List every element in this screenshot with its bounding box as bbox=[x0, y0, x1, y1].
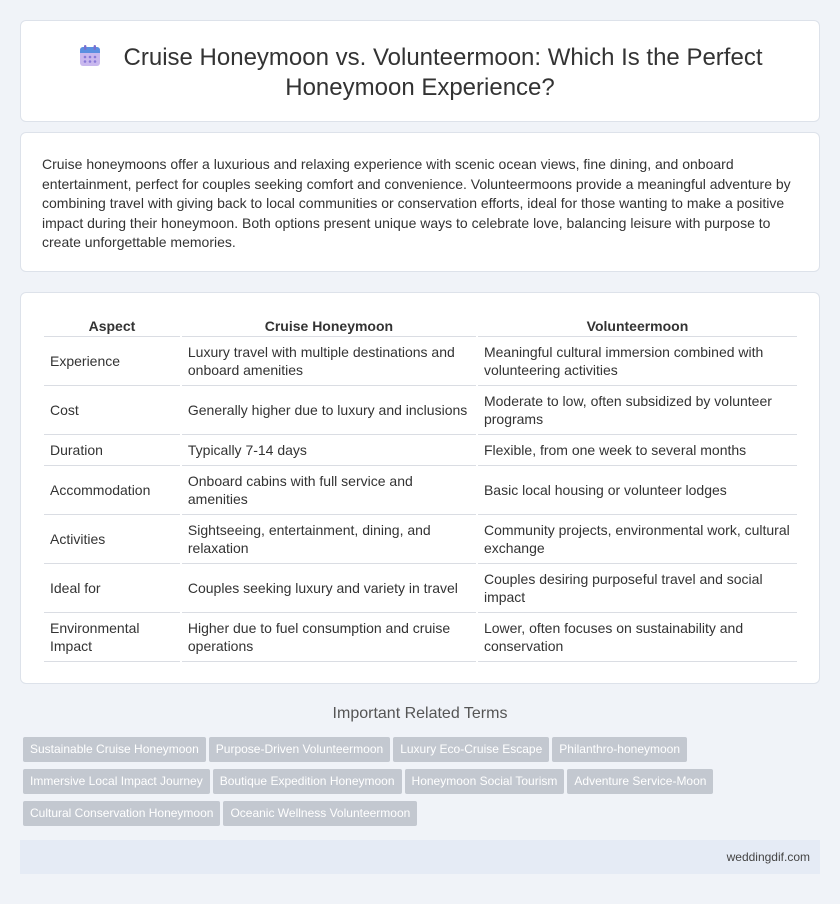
related-term-tag[interactable]: Oceanic Wellness Volunteermoon bbox=[223, 801, 417, 826]
page-title bbox=[21, 43, 819, 103]
row-volunteer: Moderate to low, often subsidized by volunteer programs bbox=[478, 386, 797, 435]
row-cruise: Generally higher due to luxury and inclusions bbox=[182, 386, 476, 435]
row-cruise: Typically 7-14 days bbox=[182, 435, 476, 466]
related-term-tag[interactable]: Luxury Eco-Cruise Escape bbox=[393, 737, 549, 762]
row-aspect: Cost bbox=[44, 386, 180, 435]
row-cruise: Couples seeking luxury and variety in travel bbox=[182, 564, 476, 613]
page-title-text: Cruise Honeymoon vs. Volunteermoon: Which Is the Perfect Honeymoon Experience? bbox=[123, 44, 763, 101]
related-terms-list bbox=[23, 737, 813, 833]
header-cruise-honeymoon: Cruise Honeymoon bbox=[182, 315, 476, 337]
related-terms-heading: Important Related Terms bbox=[332, 705, 508, 722]
footer-site-link[interactable]: weddingdif.com bbox=[726, 850, 810, 864]
table-row bbox=[44, 386, 797, 435]
row-aspect: Accommodation bbox=[44, 466, 180, 515]
table-row bbox=[44, 466, 797, 515]
table-row bbox=[44, 337, 797, 386]
comparison-card bbox=[20, 292, 820, 684]
related-term-tag[interactable]: Purpose-Driven Volunteermoon bbox=[209, 737, 390, 762]
table-header-row bbox=[44, 315, 797, 337]
row-cruise: Higher due to fuel consumption and cruise operations bbox=[182, 613, 476, 662]
row-aspect: Duration bbox=[44, 435, 180, 466]
title-card bbox=[20, 20, 820, 122]
row-aspect: Experience bbox=[44, 337, 180, 386]
row-aspect: Environmental Impact bbox=[44, 613, 180, 662]
row-volunteer: Couples desiring purposeful travel and social impact bbox=[478, 564, 797, 613]
related-term-tag[interactable]: Adventure Service-Moon bbox=[567, 769, 713, 794]
related-term-tag[interactable]: Cultural Conservation Honeymoon bbox=[23, 801, 220, 826]
row-volunteer: Flexible, from one week to several months bbox=[478, 435, 797, 466]
row-volunteer: Meaningful cultural immersion combined with volunteering activities bbox=[478, 337, 797, 386]
row-cruise: Sightseeing, entertainment, dining, and relaxation bbox=[182, 515, 476, 564]
related-term-tag[interactable]: Boutique Expedition Honeymoon bbox=[213, 769, 402, 794]
row-cruise: Onboard cabins with full service and amenities bbox=[182, 466, 476, 515]
table-row bbox=[44, 564, 797, 613]
row-volunteer: Basic local housing or volunteer lodges bbox=[478, 466, 797, 515]
table-row bbox=[44, 515, 797, 564]
table-row bbox=[44, 435, 797, 466]
footer bbox=[20, 840, 820, 874]
table-row bbox=[44, 613, 797, 662]
related-term-tag[interactable]: Sustainable Cruise Honeymoon bbox=[23, 737, 206, 762]
related-term-tag[interactable]: Immersive Local Impact Journey bbox=[23, 769, 210, 794]
related-term-tag[interactable]: Honeymoon Social Tourism bbox=[405, 769, 565, 794]
intro-card bbox=[20, 132, 820, 272]
row-volunteer: Lower, often focuses on sustainability and conservation bbox=[478, 613, 797, 662]
header-volunteermoon: Volunteermoon bbox=[478, 315, 797, 337]
header-aspect: Aspect bbox=[44, 315, 180, 337]
comparison-table bbox=[42, 315, 799, 662]
row-cruise: Luxury travel with multiple destinations and onboard amenities bbox=[182, 337, 476, 386]
related-term-tag[interactable]: Philanthro-honeymoon bbox=[552, 737, 687, 762]
row-volunteer: Community projects, environmental work, cultural exchange bbox=[478, 515, 797, 564]
row-aspect: Activities bbox=[44, 515, 180, 564]
row-aspect: Ideal for bbox=[44, 564, 180, 613]
calendar-icon bbox=[78, 44, 102, 68]
intro-paragraph: Cruise honeymoons offer a luxurious and relaxing experience with scenic ocean views, fine dining, and onboard entertainment, perfect for couples seeking comfort and convenience. Volunteermoons provide a meaningful adventure by combining travel with giving back to local communities or conservation efforts, ideal for those wanting to make a positive impact during their honeymoon. Both options present unique ways to celebrate love, balancing leisure with purpose to create unforgettable memories. bbox=[42, 156, 791, 251]
